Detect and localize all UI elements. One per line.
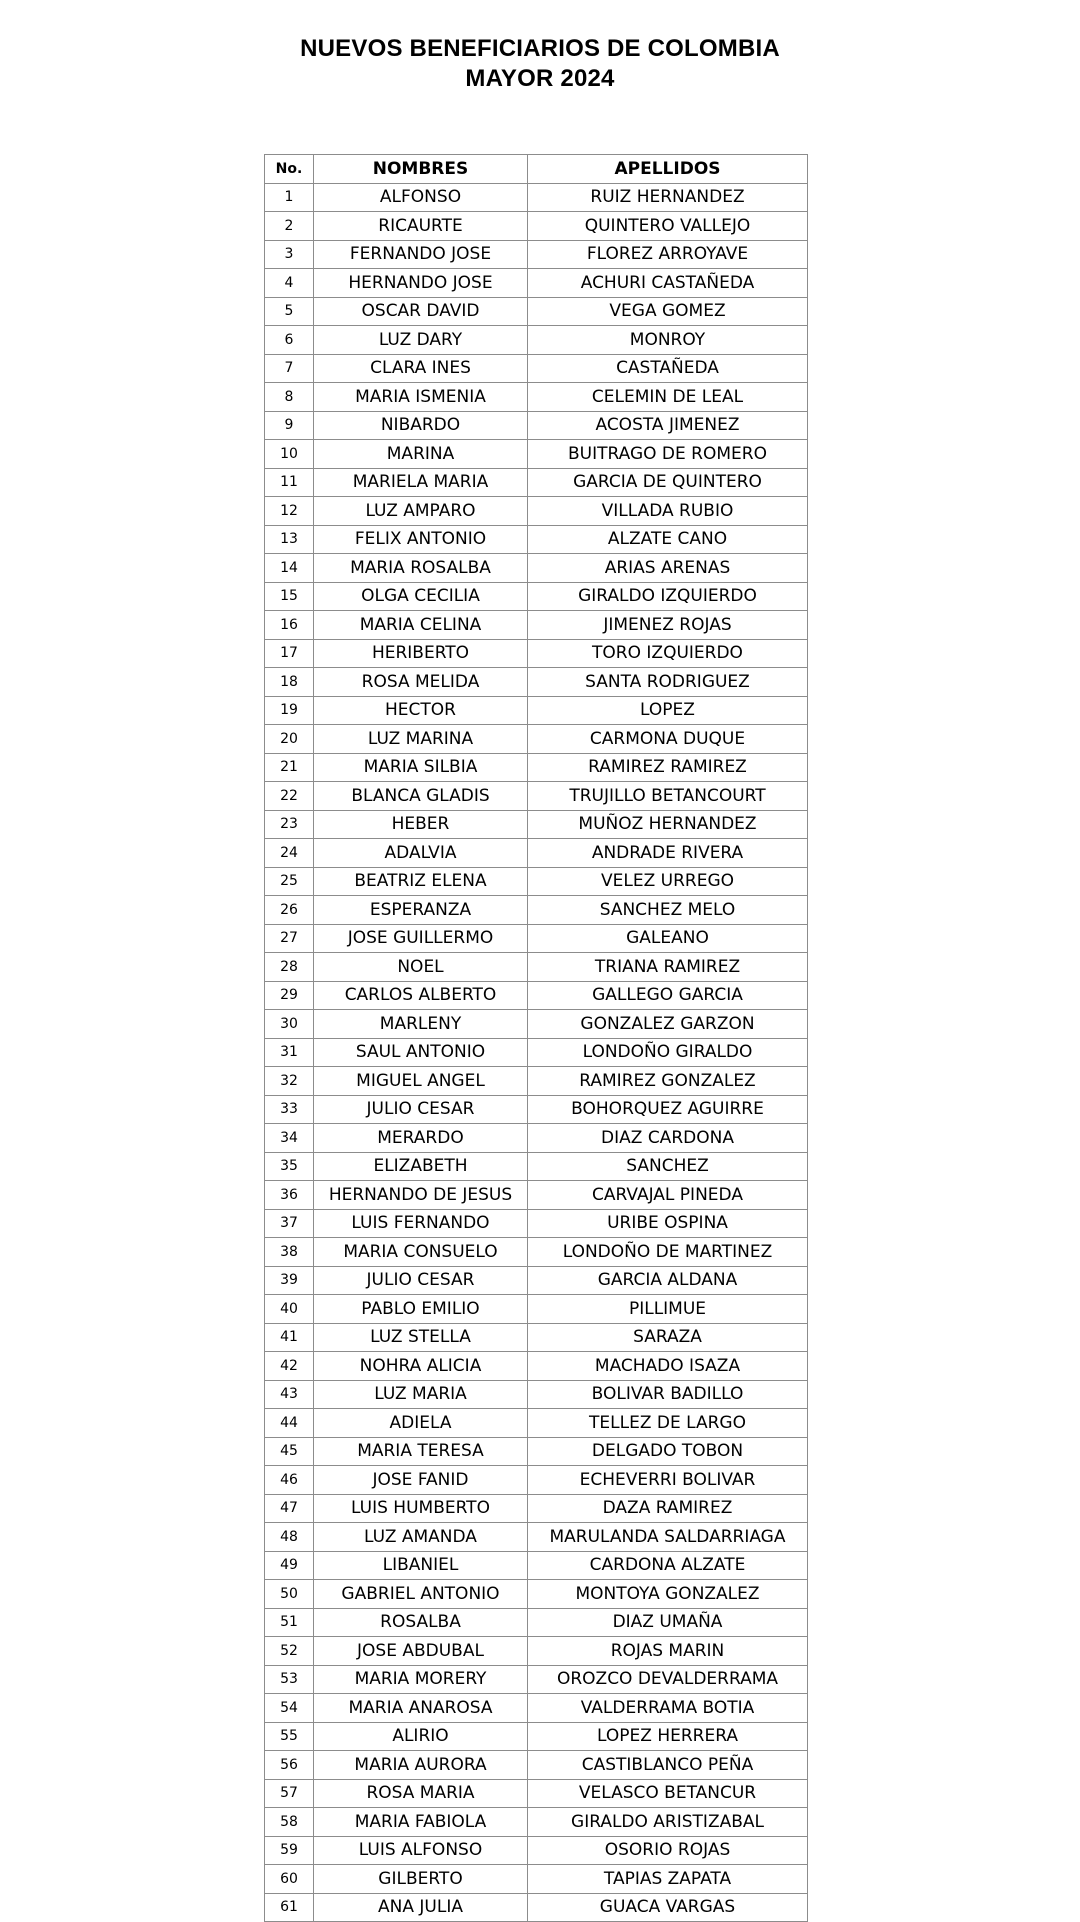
cell-apellidos: OROZCO DEVALDERRAMA bbox=[528, 1665, 808, 1694]
table-row bbox=[265, 1380, 808, 1409]
cell-apellidos: RUIZ HERNANDEZ bbox=[528, 183, 808, 212]
table-row bbox=[265, 468, 808, 497]
table-row bbox=[265, 1266, 808, 1295]
cell-apellidos: FLOREZ ARROYAVE bbox=[528, 240, 808, 269]
cell-apellidos: TORO IZQUIERDO bbox=[528, 639, 808, 668]
cell-number: 31 bbox=[265, 1038, 314, 1067]
cell-number: 54 bbox=[265, 1694, 314, 1723]
document-subtitle: MAYOR 2024 bbox=[465, 65, 615, 92]
table-row bbox=[265, 867, 808, 896]
cell-apellidos: ALZATE CANO bbox=[528, 525, 808, 554]
cell-apellidos: BOHORQUEZ AGUIRRE bbox=[528, 1095, 808, 1124]
table-row bbox=[265, 1152, 808, 1181]
cell-apellidos: MONTOYA GONZALEZ bbox=[528, 1580, 808, 1609]
cell-nombres: HEBER bbox=[314, 810, 528, 839]
cell-number: 36 bbox=[265, 1181, 314, 1210]
table-row bbox=[265, 668, 808, 697]
cell-apellidos: GARCIA ALDANA bbox=[528, 1266, 808, 1295]
table-row bbox=[265, 1580, 808, 1609]
cell-number: 45 bbox=[265, 1437, 314, 1466]
table-row bbox=[265, 1038, 808, 1067]
cell-number: 25 bbox=[265, 867, 314, 896]
cell-number: 28 bbox=[265, 953, 314, 982]
cell-number: 50 bbox=[265, 1580, 314, 1609]
table-row bbox=[265, 1295, 808, 1324]
table-row bbox=[265, 896, 808, 925]
cell-nombres: LIBANIEL bbox=[314, 1551, 528, 1580]
cell-nombres: ADALVIA bbox=[314, 839, 528, 868]
cell-number: 19 bbox=[265, 696, 314, 725]
cell-apellidos: QUINTERO VALLEJO bbox=[528, 212, 808, 241]
table-row bbox=[265, 1238, 808, 1267]
cell-number: 56 bbox=[265, 1751, 314, 1780]
cell-number: 3 bbox=[265, 240, 314, 269]
table-body bbox=[265, 183, 808, 1922]
cell-number: 11 bbox=[265, 468, 314, 497]
cell-nombres: MARIELA MARIA bbox=[314, 468, 528, 497]
table-row bbox=[265, 953, 808, 982]
cell-nombres: LUIS HUMBERTO bbox=[314, 1494, 528, 1523]
cell-nombres: NIBARDO bbox=[314, 411, 528, 440]
table-row bbox=[265, 297, 808, 326]
table-row bbox=[265, 1067, 808, 1096]
cell-nombres: MIGUEL ANGEL bbox=[314, 1067, 528, 1096]
cell-nombres: OSCAR DAVID bbox=[314, 297, 528, 326]
table-header bbox=[265, 155, 808, 184]
cell-number: 18 bbox=[265, 668, 314, 697]
cell-nombres: NOEL bbox=[314, 953, 528, 982]
cell-nombres: ESPERANZA bbox=[314, 896, 528, 925]
cell-apellidos: CASTIBLANCO PEÑA bbox=[528, 1751, 808, 1780]
cell-apellidos: GUACA VARGAS bbox=[528, 1893, 808, 1922]
table-row bbox=[265, 497, 808, 526]
cell-nombres: JOSE GUILLERMO bbox=[314, 924, 528, 953]
table-row bbox=[265, 354, 808, 383]
table-row bbox=[265, 1751, 808, 1780]
cell-number: 32 bbox=[265, 1067, 314, 1096]
cell-nombres: CARLOS ALBERTO bbox=[314, 981, 528, 1010]
cell-apellidos: ECHEVERRI BOLIVAR bbox=[528, 1466, 808, 1495]
cell-nombres: FELIX ANTONIO bbox=[314, 525, 528, 554]
cell-nombres: MARIA ISMENIA bbox=[314, 383, 528, 412]
column-header-apellidos: APELLIDOS bbox=[528, 155, 808, 184]
cell-number: 26 bbox=[265, 896, 314, 925]
cell-apellidos: ANDRADE RIVERA bbox=[528, 839, 808, 868]
cell-apellidos: MUÑOZ HERNANDEZ bbox=[528, 810, 808, 839]
cell-number: 30 bbox=[265, 1010, 314, 1039]
cell-nombres: LUZ DARY bbox=[314, 326, 528, 355]
cell-nombres: JOSE FANID bbox=[314, 1466, 528, 1495]
table-row bbox=[265, 924, 808, 953]
cell-apellidos: ACOSTA JIMENEZ bbox=[528, 411, 808, 440]
cell-nombres: GABRIEL ANTONIO bbox=[314, 1580, 528, 1609]
cell-apellidos: RAMIREZ GONZALEZ bbox=[528, 1067, 808, 1096]
cell-number: 8 bbox=[265, 383, 314, 412]
cell-number: 23 bbox=[265, 810, 314, 839]
cell-number: 9 bbox=[265, 411, 314, 440]
cell-apellidos: RAMIREZ RAMIREZ bbox=[528, 753, 808, 782]
cell-apellidos: OSORIO ROJAS bbox=[528, 1836, 808, 1865]
beneficiaries-table bbox=[264, 154, 808, 1922]
cell-nombres: BLANCA GLADIS bbox=[314, 782, 528, 811]
table-row bbox=[265, 1865, 808, 1894]
table-row bbox=[265, 810, 808, 839]
cell-number: 58 bbox=[265, 1808, 314, 1837]
table-row bbox=[265, 525, 808, 554]
cell-nombres: JULIO CESAR bbox=[314, 1095, 528, 1124]
cell-apellidos: BUITRAGO DE ROMERO bbox=[528, 440, 808, 469]
cell-number: 47 bbox=[265, 1494, 314, 1523]
table-row bbox=[265, 440, 808, 469]
cell-apellidos: DIAZ CARDONA bbox=[528, 1124, 808, 1153]
table-row bbox=[265, 839, 808, 868]
cell-nombres: JULIO CESAR bbox=[314, 1266, 528, 1295]
cell-nombres: LUZ MARINA bbox=[314, 725, 528, 754]
cell-number: 52 bbox=[265, 1637, 314, 1666]
column-header-nombres: NOMBRES bbox=[314, 155, 528, 184]
cell-number: 6 bbox=[265, 326, 314, 355]
table-row bbox=[265, 696, 808, 725]
cell-nombres: MARIA SILBIA bbox=[314, 753, 528, 782]
cell-number: 55 bbox=[265, 1722, 314, 1751]
cell-apellidos: VILLADA RUBIO bbox=[528, 497, 808, 526]
table-row bbox=[265, 1608, 808, 1637]
cell-nombres: LUZ MARIA bbox=[314, 1380, 528, 1409]
cell-apellidos: VELASCO BETANCUR bbox=[528, 1779, 808, 1808]
cell-number: 1 bbox=[265, 183, 314, 212]
table-row bbox=[265, 981, 808, 1010]
cell-apellidos: CARMONA DUQUE bbox=[528, 725, 808, 754]
cell-number: 37 bbox=[265, 1209, 314, 1238]
cell-nombres: HERNANDO DE JESUS bbox=[314, 1181, 528, 1210]
cell-apellidos: TRIANA RAMIREZ bbox=[528, 953, 808, 982]
table-row bbox=[265, 383, 808, 412]
cell-number: 22 bbox=[265, 782, 314, 811]
cell-apellidos: DIAZ UMAÑA bbox=[528, 1608, 808, 1637]
cell-apellidos: MACHADO ISAZA bbox=[528, 1352, 808, 1381]
cell-apellidos: URIBE OSPINA bbox=[528, 1209, 808, 1238]
cell-apellidos: LOPEZ HERRERA bbox=[528, 1722, 808, 1751]
cell-apellidos: VELEZ URREGO bbox=[528, 867, 808, 896]
cell-apellidos: TAPIAS ZAPATA bbox=[528, 1865, 808, 1894]
cell-nombres: RICAURTE bbox=[314, 212, 528, 241]
table-row bbox=[265, 1209, 808, 1238]
table-row bbox=[265, 582, 808, 611]
table-row bbox=[265, 1836, 808, 1865]
cell-nombres: ROSALBA bbox=[314, 1608, 528, 1637]
cell-nombres: FERNANDO JOSE bbox=[314, 240, 528, 269]
cell-apellidos: GIRALDO IZQUIERDO bbox=[528, 582, 808, 611]
cell-number: 34 bbox=[265, 1124, 314, 1153]
cell-number: 46 bbox=[265, 1466, 314, 1495]
table-row bbox=[265, 639, 808, 668]
cell-number: 13 bbox=[265, 525, 314, 554]
cell-number: 49 bbox=[265, 1551, 314, 1580]
cell-nombres: HECTOR bbox=[314, 696, 528, 725]
cell-number: 41 bbox=[265, 1323, 314, 1352]
table-row bbox=[265, 753, 808, 782]
cell-number: 44 bbox=[265, 1409, 314, 1438]
cell-nombres: MARIA CELINA bbox=[314, 611, 528, 640]
cell-nombres: PABLO EMILIO bbox=[314, 1295, 528, 1324]
cell-number: 17 bbox=[265, 639, 314, 668]
cell-apellidos: TRUJILLO BETANCOURT bbox=[528, 782, 808, 811]
cell-number: 48 bbox=[265, 1523, 314, 1552]
cell-number: 53 bbox=[265, 1665, 314, 1694]
table-row bbox=[265, 1124, 808, 1153]
cell-number: 42 bbox=[265, 1352, 314, 1381]
cell-number: 33 bbox=[265, 1095, 314, 1124]
cell-number: 14 bbox=[265, 554, 314, 583]
cell-apellidos: CARDONA ALZATE bbox=[528, 1551, 808, 1580]
cell-nombres: ALIRIO bbox=[314, 1722, 528, 1751]
table-row bbox=[265, 1551, 808, 1580]
table-row bbox=[265, 269, 808, 298]
cell-apellidos: VALDERRAMA BOTIA bbox=[528, 1694, 808, 1723]
table-row bbox=[265, 1694, 808, 1723]
cell-nombres: ANA JULIA bbox=[314, 1893, 528, 1922]
cell-nombres: MARIA TERESA bbox=[314, 1437, 528, 1466]
table-row bbox=[265, 411, 808, 440]
cell-apellidos: GALEANO bbox=[528, 924, 808, 953]
cell-nombres: LUZ STELLA bbox=[314, 1323, 528, 1352]
cell-nombres: CLARA INES bbox=[314, 354, 528, 383]
cell-number: 27 bbox=[265, 924, 314, 953]
cell-nombres: NOHRA ALICIA bbox=[314, 1352, 528, 1381]
cell-number: 43 bbox=[265, 1380, 314, 1409]
cell-number: 38 bbox=[265, 1238, 314, 1267]
cell-nombres: LUIS ALFONSO bbox=[314, 1836, 528, 1865]
cell-apellidos: SANCHEZ MELO bbox=[528, 896, 808, 925]
cell-apellidos: ROJAS MARIN bbox=[528, 1637, 808, 1666]
cell-nombres: LUZ AMPARO bbox=[314, 497, 528, 526]
cell-nombres: ADIELA bbox=[314, 1409, 528, 1438]
table-row bbox=[265, 554, 808, 583]
cell-number: 35 bbox=[265, 1152, 314, 1181]
cell-number: 16 bbox=[265, 611, 314, 640]
cell-number: 29 bbox=[265, 981, 314, 1010]
cell-nombres: LUIS FERNANDO bbox=[314, 1209, 528, 1238]
table-row bbox=[265, 212, 808, 241]
cell-apellidos: GIRALDO ARISTIZABAL bbox=[528, 1808, 808, 1837]
cell-nombres: ELIZABETH bbox=[314, 1152, 528, 1181]
table-row bbox=[265, 1637, 808, 1666]
cell-apellidos: VEGA GOMEZ bbox=[528, 297, 808, 326]
cell-number: 10 bbox=[265, 440, 314, 469]
cell-apellidos: MONROY bbox=[528, 326, 808, 355]
cell-nombres: MARIA AURORA bbox=[314, 1751, 528, 1780]
table-row bbox=[265, 725, 808, 754]
cell-nombres: LUZ AMANDA bbox=[314, 1523, 528, 1552]
table-row bbox=[265, 1665, 808, 1694]
table-row bbox=[265, 1808, 808, 1837]
cell-number: 57 bbox=[265, 1779, 314, 1808]
cell-nombres: GILBERTO bbox=[314, 1865, 528, 1894]
cell-number: 7 bbox=[265, 354, 314, 383]
cell-apellidos: SANCHEZ bbox=[528, 1152, 808, 1181]
cell-number: 4 bbox=[265, 269, 314, 298]
cell-nombres: SAUL ANTONIO bbox=[314, 1038, 528, 1067]
cell-nombres: OLGA CECILIA bbox=[314, 582, 528, 611]
cell-apellidos: ARIAS ARENAS bbox=[528, 554, 808, 583]
cell-number: 61 bbox=[265, 1893, 314, 1922]
table-row bbox=[265, 1523, 808, 1552]
cell-apellidos: LONDOÑO DE MARTINEZ bbox=[528, 1238, 808, 1267]
cell-nombres: ROSA MARIA bbox=[314, 1779, 528, 1808]
table-row bbox=[265, 1095, 808, 1124]
cell-apellidos: LONDOÑO GIRALDO bbox=[528, 1038, 808, 1067]
cell-apellidos: LOPEZ bbox=[528, 696, 808, 725]
table-row bbox=[265, 1494, 808, 1523]
cell-apellidos: TELLEZ DE LARGO bbox=[528, 1409, 808, 1438]
cell-number: 20 bbox=[265, 725, 314, 754]
cell-apellidos: GALLEGO GARCIA bbox=[528, 981, 808, 1010]
cell-nombres: MARIA CONSUELO bbox=[314, 1238, 528, 1267]
cell-apellidos: GARCIA DE QUINTERO bbox=[528, 468, 808, 497]
cell-apellidos: JIMENEZ ROJAS bbox=[528, 611, 808, 640]
cell-number: 15 bbox=[265, 582, 314, 611]
cell-number: 24 bbox=[265, 839, 314, 868]
cell-apellidos: SANTA RODRIGUEZ bbox=[528, 668, 808, 697]
cell-number: 5 bbox=[265, 297, 314, 326]
cell-nombres: MARIA ANAROSA bbox=[314, 1694, 528, 1723]
table-row bbox=[265, 1409, 808, 1438]
cell-number: 51 bbox=[265, 1608, 314, 1637]
cell-number: 39 bbox=[265, 1266, 314, 1295]
cell-number: 40 bbox=[265, 1295, 314, 1324]
cell-number: 59 bbox=[265, 1836, 314, 1865]
column-header-no: No. bbox=[265, 155, 314, 184]
cell-nombres: BEATRIZ ELENA bbox=[314, 867, 528, 896]
cell-apellidos: DAZA RAMIREZ bbox=[528, 1494, 808, 1523]
table-row bbox=[265, 1181, 808, 1210]
table-row bbox=[265, 240, 808, 269]
cell-nombres: ROSA MELIDA bbox=[314, 668, 528, 697]
cell-number: 2 bbox=[265, 212, 314, 241]
table-row bbox=[265, 326, 808, 355]
header-row bbox=[265, 155, 808, 184]
table-row bbox=[265, 1437, 808, 1466]
cell-apellidos: PILLIMUE bbox=[528, 1295, 808, 1324]
cell-number: 21 bbox=[265, 753, 314, 782]
cell-nombres: JOSE ABDUBAL bbox=[314, 1637, 528, 1666]
cell-nombres: MARLENY bbox=[314, 1010, 528, 1039]
table-row bbox=[265, 782, 808, 811]
cell-nombres: HERNANDO JOSE bbox=[314, 269, 528, 298]
cell-apellidos: GONZALEZ GARZON bbox=[528, 1010, 808, 1039]
table-row bbox=[265, 1323, 808, 1352]
document-title: NUEVOS BENEFICIARIOS DE COLOMBIA bbox=[300, 35, 780, 62]
cell-apellidos: CASTAÑEDA bbox=[528, 354, 808, 383]
table-row bbox=[265, 1010, 808, 1039]
cell-apellidos: CELEMIN DE LEAL bbox=[528, 383, 808, 412]
cell-apellidos: BOLIVAR BADILLO bbox=[528, 1380, 808, 1409]
table-row bbox=[265, 1352, 808, 1381]
table-row bbox=[265, 1893, 808, 1922]
cell-nombres: MARIA MORERY bbox=[314, 1665, 528, 1694]
table-row bbox=[265, 183, 808, 212]
cell-nombres: MARINA bbox=[314, 440, 528, 469]
cell-apellidos: DELGADO TOBON bbox=[528, 1437, 808, 1466]
cell-nombres: ALFONSO bbox=[314, 183, 528, 212]
cell-apellidos: SARAZA bbox=[528, 1323, 808, 1352]
cell-apellidos: CARVAJAL PINEDA bbox=[528, 1181, 808, 1210]
cell-number: 12 bbox=[265, 497, 314, 526]
cell-nombres: MARIA ROSALBA bbox=[314, 554, 528, 583]
cell-number: 60 bbox=[265, 1865, 314, 1894]
table-row bbox=[265, 611, 808, 640]
cell-nombres: MERARDO bbox=[314, 1124, 528, 1153]
table-row bbox=[265, 1779, 808, 1808]
cell-nombres: MARIA FABIOLA bbox=[314, 1808, 528, 1837]
cell-apellidos: MARULANDA SALDARRIAGA bbox=[528, 1523, 808, 1552]
cell-apellidos: ACHURI CASTAÑEDA bbox=[528, 269, 808, 298]
cell-nombres: HERIBERTO bbox=[314, 639, 528, 668]
table-row bbox=[265, 1722, 808, 1751]
table-row bbox=[265, 1466, 808, 1495]
